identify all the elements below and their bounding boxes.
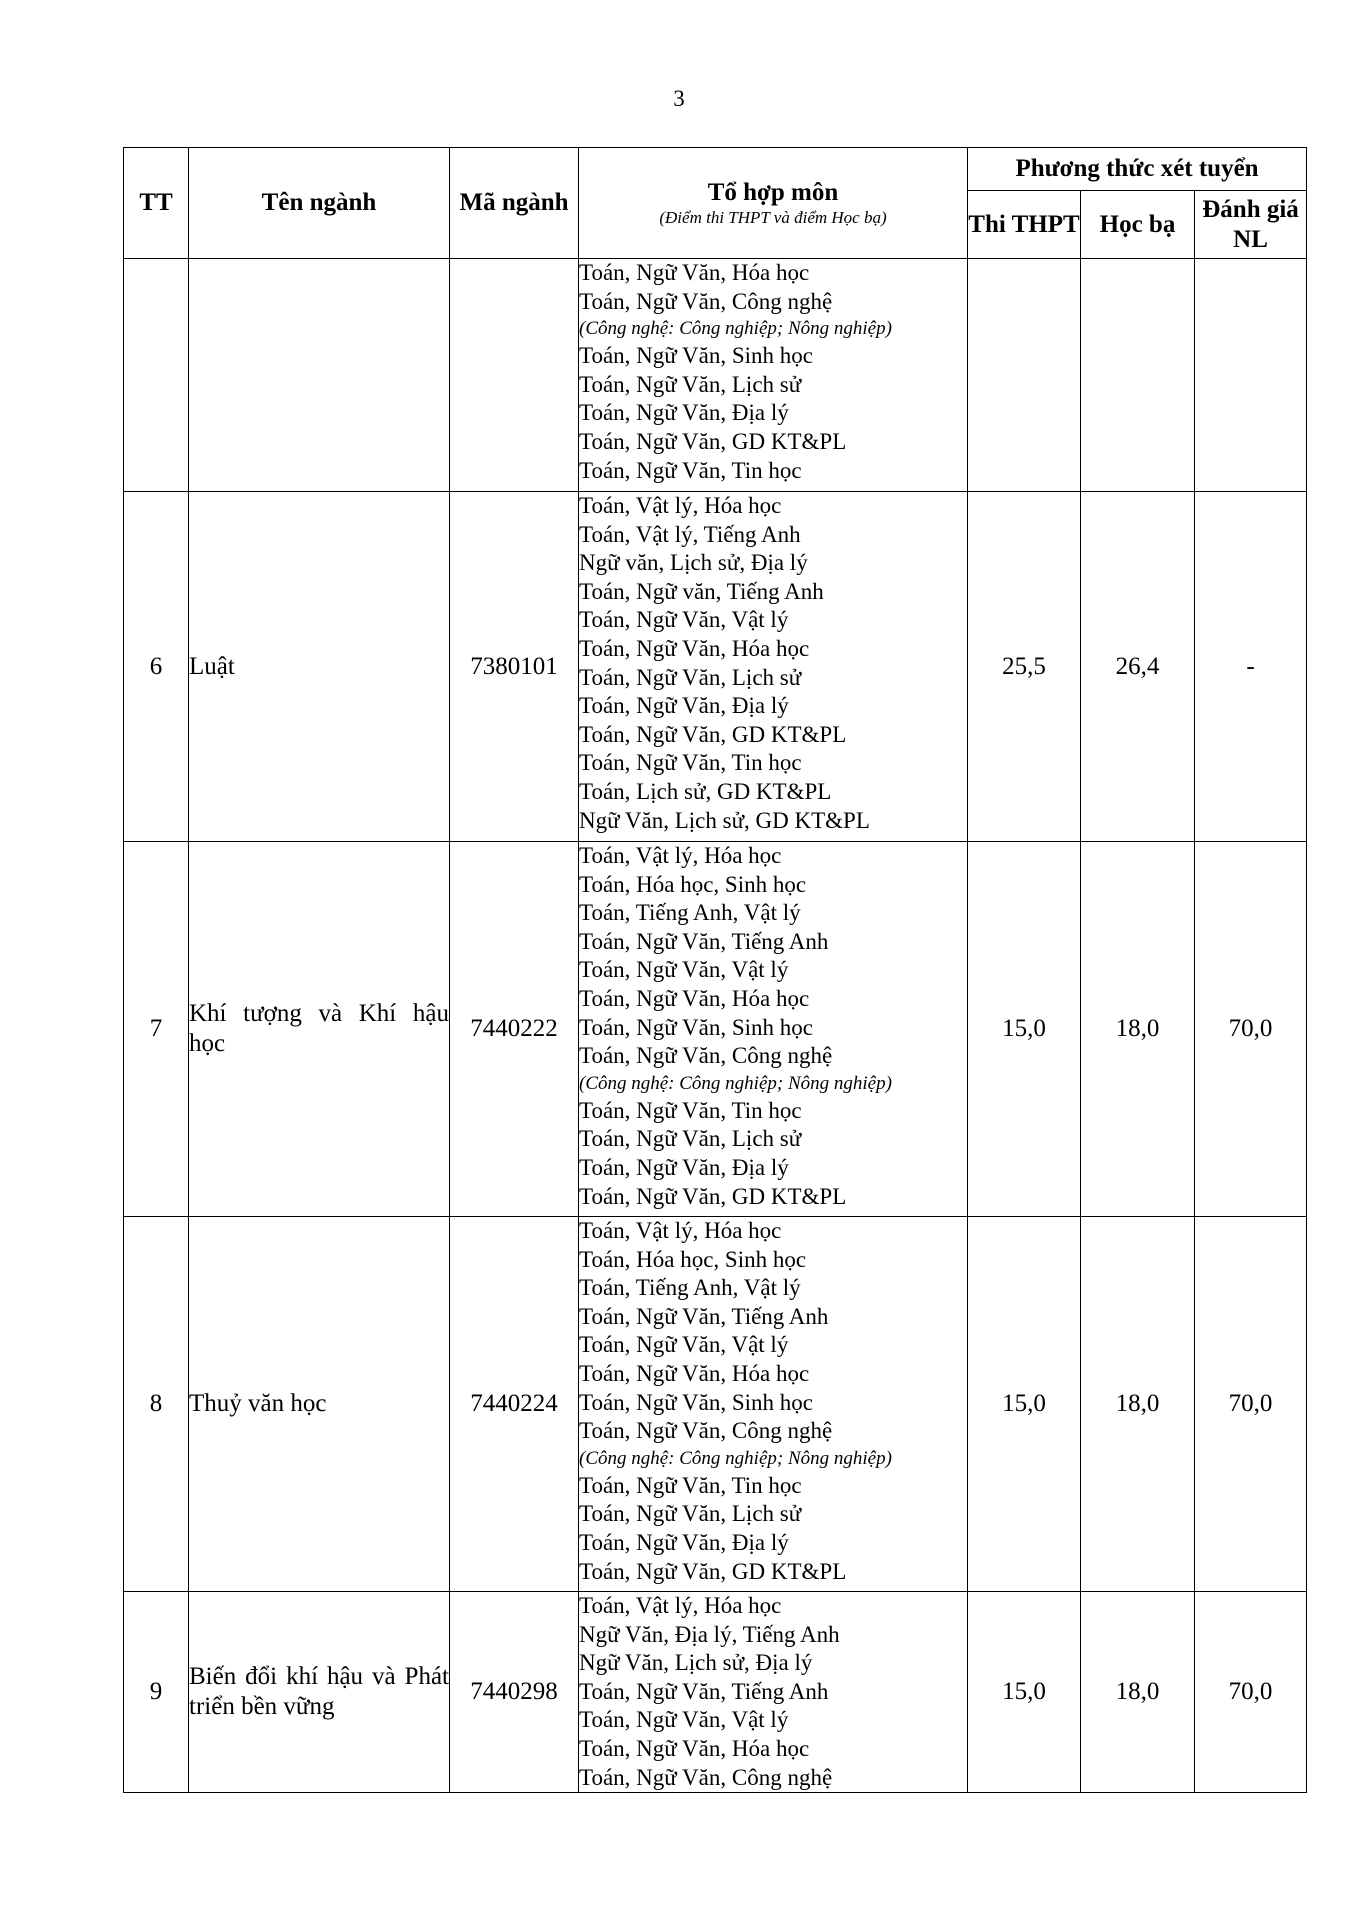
row-score-hoc-ba (1081, 259, 1195, 492)
combo-item: Toán, Ngữ Văn, Vật lý (579, 957, 789, 983)
row-combos (579, 842, 968, 1217)
admission-table (123, 147, 1307, 1793)
combo-item: Toán, Ngữ Văn, Lịch sử (579, 1126, 802, 1152)
row-tt: 6 (124, 492, 189, 842)
combo-item: Toán, Ngữ Văn, Hóa học (579, 260, 810, 285)
combo-item: Toán, Tiếng Anh, Vật lý (579, 900, 801, 926)
combo-item: Toán, Ngữ Văn, Vật lý (579, 607, 789, 633)
row-score-hoc-ba: 18,0 (1081, 842, 1195, 1217)
header-ma-nganh: Mã ngành (450, 148, 579, 259)
combo-item: Toán, Hóa học, Sinh học (579, 1246, 807, 1272)
table-row (124, 1217, 1307, 1592)
combo-item: Toán, Vật lý, Hóa học (579, 493, 782, 518)
combo-item: Ngữ Văn, Lịch sử, GD KT&PL (579, 807, 870, 833)
table-row (124, 492, 1307, 842)
combo-item: Toán, Ngữ Văn, Địa lý (579, 693, 789, 719)
combo-item: Ngữ Văn, Lịch sử, Địa lý (579, 1650, 813, 1676)
combo-item: Toán, Ngữ Văn, GD KT&PL (579, 428, 847, 454)
combo-item: Toán, Ngữ Văn, Vật lý (579, 1707, 789, 1733)
row-major-code: 7440222 (450, 842, 579, 1217)
combo-item: Toán, Ngữ Văn, Công nghệ (579, 288, 833, 314)
combo-note: (Công nghệ: Công nghiệp; Nông nghiệp) (579, 318, 892, 340)
table-row (124, 1592, 1307, 1793)
row-score-dgnl: - (1195, 492, 1307, 842)
row-major-code: 7440298 (450, 1592, 579, 1793)
combo-item: Toán, Ngữ Văn, Sinh học (579, 1014, 814, 1040)
combo-item: Toán, Ngữ Văn, Địa lý (579, 400, 789, 426)
combo-item: Ngữ Văn, Địa lý, Tiếng Anh (579, 1621, 840, 1647)
combo-item: Toán, Ngữ Văn, GD KT&PL (579, 721, 847, 747)
combo-item: Toán, Ngữ Văn, Lịch sử (579, 664, 802, 690)
combo-item: Toán, Ngữ Văn, Hóa học (579, 1735, 810, 1761)
combo-item: Toán, Vật lý, Hóa học (579, 1593, 782, 1618)
combo-item: Toán, Ngữ Văn, Hóa học (579, 635, 810, 661)
header-row-1 (124, 148, 1307, 191)
combo-item: Toán, Ngữ Văn, Tin học (579, 457, 802, 483)
combo-item: Toán, Hóa học, Sinh học (579, 871, 807, 897)
combo-item: Toán, Ngữ Văn, Tin học (579, 750, 802, 776)
row-combos (579, 1592, 968, 1793)
combo-item: Toán, Ngữ Văn, Hóa học (579, 1360, 810, 1386)
combo-item: Toán, Ngữ Văn, Địa lý (579, 1529, 789, 1555)
header-thi-thpt: Thi THPT (968, 191, 1081, 259)
row-score-hoc-ba: 18,0 (1081, 1217, 1195, 1592)
combo-item: Toán, Ngữ Văn, Công nghệ (579, 1764, 833, 1790)
combo-note: (Công nghệ: Công nghiệp; Nông nghiệp) (579, 1072, 892, 1094)
row-score-hoc-ba: 18,0 (1081, 1592, 1195, 1793)
table-row (124, 842, 1307, 1217)
row-score-dgnl: 70,0 (1195, 1217, 1307, 1592)
row-score-dgnl (1195, 259, 1307, 492)
row-major-code: 7380101 (450, 492, 579, 842)
row-tt: 7 (124, 842, 189, 1217)
row-score-dgnl: 70,0 (1195, 842, 1307, 1217)
combo-item: Toán, Ngữ Văn, Tin học (579, 1097, 802, 1123)
combo-item: Toán, Ngữ Văn, Tiếng Anh (579, 1303, 829, 1329)
row-tt (124, 259, 189, 492)
combo-item: Toán, Ngữ Văn, Tiếng Anh (579, 1678, 829, 1704)
header-tt: TT (124, 148, 189, 259)
row-score-thpt: 15,0 (968, 1217, 1081, 1592)
header-danh-gia: Đánh giá NL (1195, 191, 1307, 259)
combo-item: Toán, Ngữ Văn, Địa lý (579, 1154, 789, 1180)
header-ten-nganh: Tên ngành (189, 148, 450, 259)
combo-item: Toán, Ngữ văn, Tiếng Anh (579, 578, 824, 604)
combo-item: Toán, Ngữ Văn, Sinh học (579, 1389, 814, 1415)
combo-item: Toán, Ngữ Văn, Tiếng Anh (579, 928, 829, 954)
combo-item: Toán, Ngữ Văn, Công nghệ (579, 1043, 833, 1069)
row-score-thpt: 25,5 (968, 492, 1081, 842)
row-combos (579, 259, 968, 492)
header-hoc-ba: Học bạ (1081, 191, 1195, 259)
header-to-hop-note: (Điểm thi THPT và điểm Học bạ) (659, 208, 887, 227)
row-major-name: Thuỷ văn học (189, 1217, 450, 1592)
header-to-hop-title: Tổ hợp môn (707, 179, 839, 206)
combo-item: Toán, Ngữ Văn, Lịch sử (579, 1501, 802, 1527)
row-combos (579, 492, 968, 842)
row-tt: 8 (124, 1217, 189, 1592)
combo-item: Toán, Ngữ Văn, Lịch sử (579, 371, 802, 397)
combo-item: Toán, Ngữ Văn, Vật lý (579, 1332, 789, 1358)
combo-item: Ngữ văn, Lịch sử, Địa lý (579, 550, 808, 576)
row-major-name: Khí tượng và Khí hậu học (189, 842, 450, 1217)
combo-item: Toán, Ngữ Văn, GD KT&PL (579, 1183, 847, 1209)
combo-item: Toán, Vật lý, Hóa học (579, 843, 782, 868)
row-major-name: Biến đổi khí hậu và Phát triển bền vững (189, 1592, 450, 1793)
combo-item: Toán, Ngữ Văn, GD KT&PL (579, 1558, 847, 1584)
combo-item: Toán, Vật lý, Tiếng Anh (579, 521, 801, 547)
row-major-name: Luật (189, 492, 450, 842)
row-score-hoc-ba: 26,4 (1081, 492, 1195, 842)
row-score-thpt (968, 259, 1081, 492)
combo-item: Toán, Lịch sử, GD KT&PL (579, 778, 832, 804)
combo-item: Toán, Vật lý, Hóa học (579, 1218, 782, 1243)
row-score-thpt: 15,0 (968, 842, 1081, 1217)
row-major-code (450, 259, 579, 492)
page-number: 3 (673, 86, 685, 111)
row-tt: 9 (124, 1592, 189, 1793)
combo-item: Toán, Ngữ Văn, Hóa học (579, 985, 810, 1011)
header-to-hop (579, 148, 968, 259)
row-combos (579, 1217, 968, 1592)
row-major-name (189, 259, 450, 492)
combo-item: Toán, Ngữ Văn, Tin học (579, 1472, 802, 1498)
row-score-dgnl: 70,0 (1195, 1592, 1307, 1793)
combo-note: (Công nghệ: Công nghiệp; Nông nghiệp) (579, 1447, 892, 1469)
table-row (124, 259, 1307, 492)
combo-item: Toán, Tiếng Anh, Vật lý (579, 1275, 801, 1301)
combo-item: Toán, Ngữ Văn, Sinh học (579, 343, 814, 369)
header-phuong-thuc: Phương thức xét tuyển (968, 148, 1307, 191)
row-major-code: 7440224 (450, 1217, 579, 1592)
combo-item: Toán, Ngữ Văn, Công nghệ (579, 1418, 833, 1444)
row-score-thpt: 15,0 (968, 1592, 1081, 1793)
